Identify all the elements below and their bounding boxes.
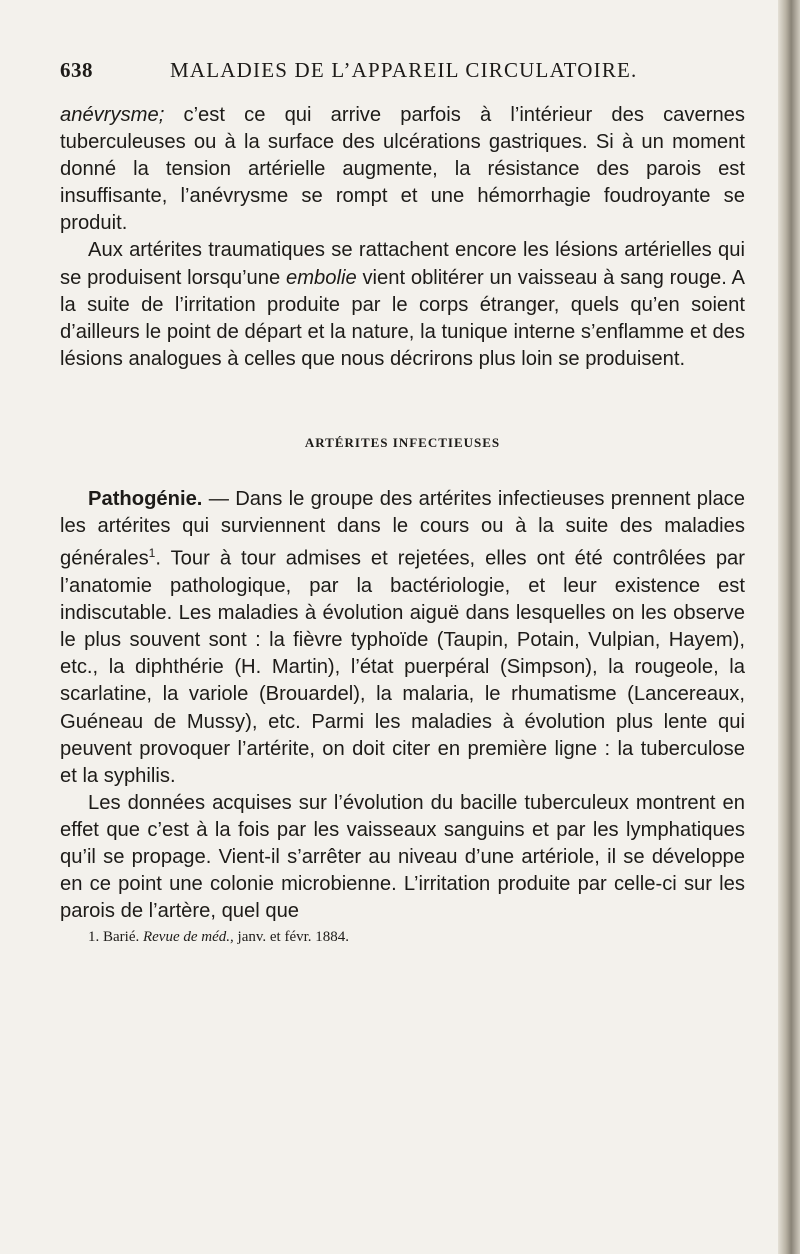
page-edge-shadow xyxy=(778,0,800,1254)
italic-term: embolie xyxy=(286,266,357,289)
running-title: MALADIES DE L’APPAREIL CIRCULATOIRE. xyxy=(170,58,638,82)
paragraph-4 xyxy=(60,790,745,925)
footnote xyxy=(60,927,745,947)
paragraph-2 xyxy=(60,237,745,372)
paragraph-text: . Tour à tour admises et rejetées, elles ont été contrôlées par l’anatomie pathologique, par la bactériologie, et leur existence est indiscutable. Les maladies à évolution aiguë dans lesquelles on les observe le plus souvent sont : la fièvre typhoïde (Taupin, Potain, Vulpian, Hayem), etc., la diphthérie (H. Martin), l’état puerpéral (Simpson), la rougeole, la scarlatine, la variole (Brouardel), la malaria, le rhumatisme (Lancereaux, Guéneau de Mussy), etc. Parmi les maladies à évolution plus lente qui peuvent provoquer l’artérite, on doit citer en première ligne : la tuberculose et la syphilis. xyxy=(60,547,745,787)
book-page xyxy=(60,58,745,947)
footnote-number: 1. xyxy=(88,929,100,946)
paragraph-1 xyxy=(60,102,745,237)
paragraph-text: c’est ce qui arrive parfois à l’intérieur des cavernes tuberculeuses ou à la surface des ulcérations gastriques. Si à un moment donné la tension artérielle augmente, la résistance des parois est insuffisante, l’anévrysme se rompt et une hémorrhagie foudroyante se produit. xyxy=(60,104,745,235)
paragraph-3 xyxy=(60,486,745,790)
paragraph-text: — Dans le groupe des artérites infectieuses prennent place les artérites qui surviennent dans le cours ou à la suite des maladies générales xyxy=(60,488,745,570)
footnote-author: Barié. xyxy=(99,929,143,946)
footnote-details: , janv. et févr. 1884. xyxy=(230,929,350,946)
paragraph-text: Aux artérites traumatiques se rattachent encore les lésions artérielles qui se produisent lorsqu’une xyxy=(60,239,745,289)
run-in-heading: Pathogénie. xyxy=(88,488,203,511)
footnote-reference: 1 xyxy=(148,546,156,561)
paragraph-text: vient oblitérer un vaisseau à sang rouge. A la suite de l’irritation produite par le corps étranger, quels qu’en soient d’ailleurs le point de départ et la nature, la tunique interne s’enflamme et des lésions analogues à celles que nous décrirons plus loin se produisent. xyxy=(60,266,745,370)
section-heading: ARTÉRITES INFECTIEUSES xyxy=(304,434,501,450)
page-number: 638 xyxy=(60,58,93,82)
paragraph-text: Les données acquises sur l’évolution du bacille tuberculeux montrent en effet que c’est à la fois par les vaisseaux sanguins et par les lymphatiques qu’il se propage. Vient-il s’arrêter au niveau d’une artériole, il se développe en ce point une colonie microbienne. L’irritation produite par celle-ci sur les parois de l’artère, quel que xyxy=(60,791,745,923)
footnote-journal: Revue de méd. xyxy=(142,929,231,946)
page-header xyxy=(60,58,745,88)
body-text xyxy=(60,102,745,925)
italic-term: anévrysme; xyxy=(60,104,165,126)
